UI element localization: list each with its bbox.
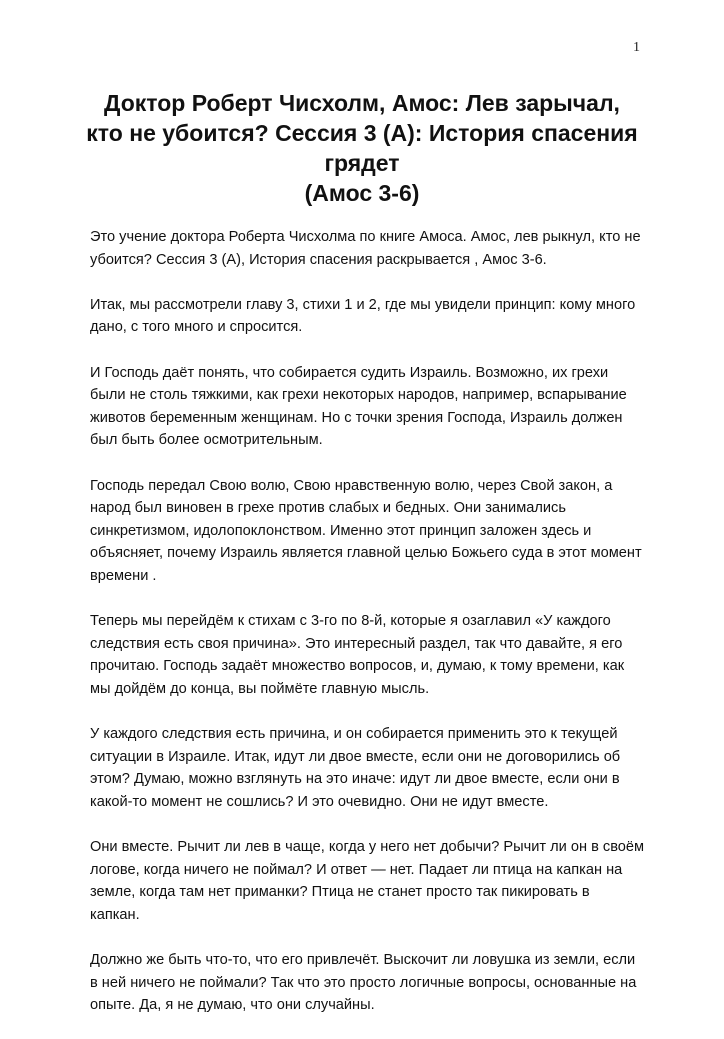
- title-line: кто не убоится? Сессия 3 (A): История спасения: [86, 120, 638, 146]
- document-body: [90, 226, 650, 1039]
- page-number: 1: [633, 40, 640, 55]
- text-line: какой-то момент не сошлись? И это очевидно. Они не идут вместе.: [90, 793, 549, 810]
- text-line: Должно же быть что-то, что его привлечёт. Выскочит ли ловушка из земли, если: [90, 952, 636, 968]
- text-line: времени .: [90, 567, 157, 584]
- text-line: Они вместе. Рычит ли лев в чаще, когда у него нет добычи? Рычит ли он в своём: [90, 839, 645, 856]
- title-line: грядет: [324, 150, 400, 176]
- text-line: ситуации в Израиле. Итак, идут ли двое вместе, если они не договорились об: [90, 748, 621, 765]
- paragraph: [90, 949, 650, 1017]
- text-line: Итак, мы рассмотрели главу 3, стихи 1 и 2, где мы увидели принцип: кому много: [90, 296, 636, 313]
- text-line: был быть более осмотрительным.: [90, 432, 323, 449]
- text-line: Это учение доктора Роберта Чисхолма по книге Амоса. Амос, лев рыкнул, кто не: [90, 229, 641, 245]
- text-line: животов беременным женщинам. Но с точки зрения Господа, Израиль должен: [90, 409, 623, 426]
- text-line: логове, когда ничего не поймал? И ответ — нет. Падает ли птица на капкан на: [90, 861, 623, 878]
- text-line: следствия есть своя причина». Это интересный раздел, так что давайте, я его: [90, 635, 623, 652]
- text-line: были не столь тяжкими, как грехи некоторых народов, например, вспарывание: [90, 387, 627, 404]
- text-line: мы дойдём до конца, вы поймёте главную мысль.: [90, 680, 430, 697]
- paragraph: [90, 836, 650, 926]
- text-line: Господь передал Свою волю, Свою нравственную волю, через Свой закон, а: [90, 477, 613, 494]
- text-line: Теперь мы перейдём к стихам с 3-го по 8-й, которые я озаглавил «У каждого: [90, 613, 611, 630]
- paragraph: [90, 226, 650, 271]
- text-line: земле, когда там нет приманки? Птица не станет просто так пикировать в: [90, 884, 590, 901]
- document-title: [60, 88, 664, 208]
- paragraph: [90, 475, 650, 588]
- text-line: У каждого следствия есть причина, и он собирается применить это к текущей: [90, 726, 618, 743]
- title-line: (Амос 3-6): [304, 180, 420, 206]
- paragraph: [90, 294, 650, 339]
- title-line: Доктор Роберт Чисхолм, Амос: Лев зарычал,: [104, 90, 620, 116]
- text-line: убоится? Сессия 3 (A), История спасения раскрывается , Амос 3-6.: [90, 251, 547, 268]
- text-line: синкретизмом, идолопоклонством. Именно этот принцип заложен здесь и: [90, 522, 592, 539]
- text-line: капкан.: [90, 906, 140, 923]
- text-line: опыте. Да, я не думаю, что они случайны.: [90, 997, 375, 1014]
- text-line: народ был виновен в грехе против слабых и бедных. Они занимались: [90, 500, 566, 517]
- paragraph: [90, 723, 650, 813]
- text-line: И Господь даёт понять, что собирается судить Израиль. Возможно, их грехи: [90, 364, 609, 381]
- paragraph: [90, 610, 650, 700]
- paragraph: [90, 362, 650, 452]
- text-line: в ней ничего не поймали? Так что это просто логичные вопросы, основанные на: [90, 974, 637, 991]
- text-line: прочитаю. Господь задаёт множество вопросов, и, думаю, к тому времени, как: [90, 658, 625, 675]
- text-line: этом? Думаю, можно взглянуть на это иначе: идут ли двое вместе, если они в: [90, 771, 620, 788]
- text-line: дано, с того много и спросится.: [90, 319, 303, 336]
- text-line: объясняет, почему Израиль является главной целью Божьего суда в этот момент: [90, 545, 642, 562]
